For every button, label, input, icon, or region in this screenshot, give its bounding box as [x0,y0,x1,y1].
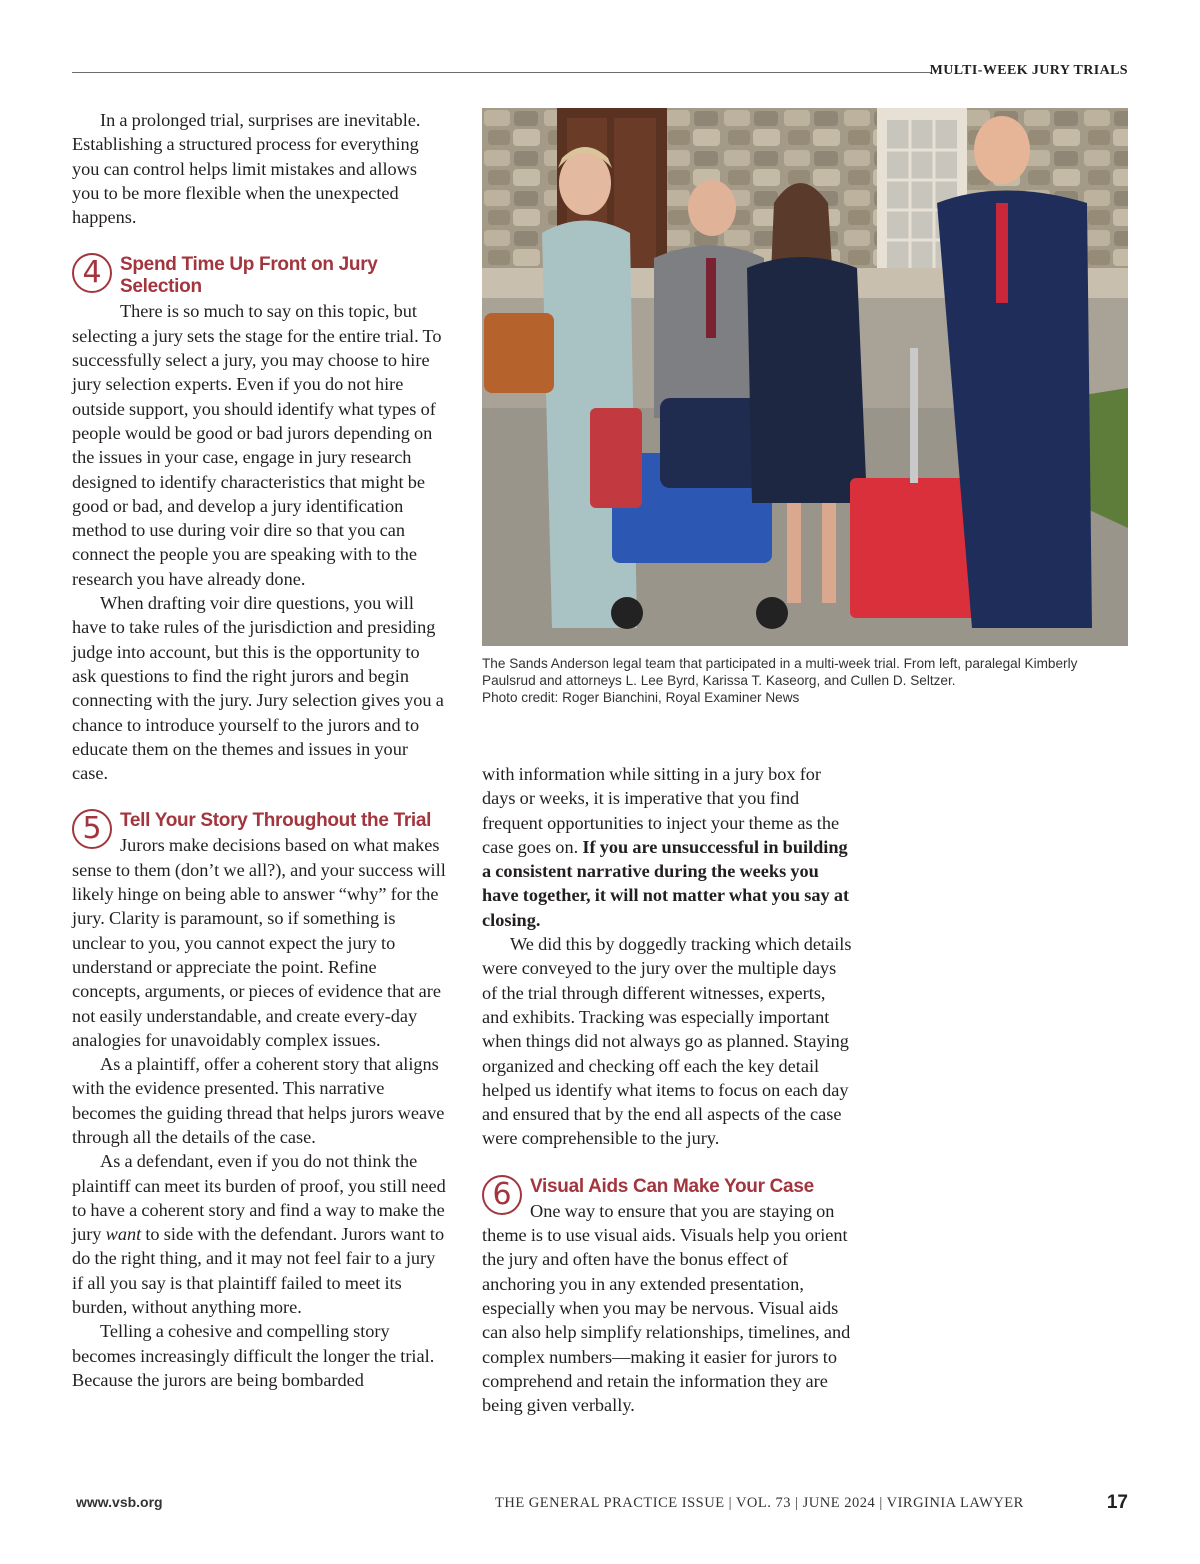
section-number-5: 5 [72,809,112,849]
section-4-paragraph-2: When drafting voir dire questions, you will have to take rules of the jurisdiction and presiding judge into account, but this is the opportunity to ask questions to find the right jurors and begin connecting with the jury. Jury selection gives you a chance to introduce yourself to the jurors and to educate them on the themes and issues in your case. [72,593,444,784]
section-5-paragraph-4: Telling a cohesive and compelling story becomes increasingly difficult the longer the trial. Because the jurors are being bombarded [72,1321,435,1390]
section-5 [72,809,446,1392]
header-rule [72,72,932,73]
section-6 [482,1175,852,1418]
section-5-paragraph-1: Jurors make decisions based on what makes sense to them (don’t we all?), and your success will likely hinge on being able to answer “why” for the jury. Clarity is paramount, so if something is unclear to you, you cannot expect the jury to understand or appreciate the point. Refine concepts, arguments, or pieces of evidence that are not easily understandable, and create every-day analogies for unavoidably complex issues. [72,835,446,1050]
caption-credit: Photo credit: Roger Bianchini, Royal Examiner News [482,690,800,705]
footer-publication: THE GENERAL PRACTICE ISSUE | VOL. 73 | JUNE 2024 | VIRGINIA LAWYER [495,1495,1024,1511]
right-column [482,762,852,1417]
section-5-title: Tell Your Story Throughout the Trial [120,810,432,832]
p3-emphasis: want [105,1224,142,1245]
intro-paragraph: In a prolonged trial, surprises are inevitable. Establishing a structured process for everything you can control helps limit mistakes and allows you to be more flexible when the unexpected happens. [72,110,421,228]
section-5-paragraph-5: We did this by doggedly tracking which details were conveyed to the jury over the multiple days of the trial through different witnesses, experts, and exhibits. Tracking was especially important when things did not always go as planned. Staying organized and checking off each the key detail helped us identify what items to focus on each day and ensured that by the end all aspects of the case were comprehensible to the jury. [482,934,852,1149]
running-head: MULTI-WEEK JURY TRIALS [929,63,1128,78]
section-number-4: 4 [72,253,112,293]
caption-text: The Sands Anderson legal team that participated in a multi-week trial. From left, paralegal Kimberly Paulsrud and attorneys L. Lee Byrd, Karissa T. Kaseorg, and Cullen D. Seltzer. [482,656,1078,688]
team-photo [482,108,1128,646]
footer-website: www.vsb.org [76,1494,163,1510]
p3-text-after: to side with the defendant. Jurors want to do the right thing, and it may not feel fair to a jury if all you say is that plaintiff failed to meet its burden, without anything more. [72,1224,445,1318]
bold-emphasis: If you are unsuccessful in building a consistent narrative during the weeks you have together, it will not matter what you say at closing. [482,836,850,930]
section-4 [72,253,446,785]
section-5-paragraph-4-continued [482,762,852,932]
page-number: 17 [1106,1492,1128,1513]
section-6-paragraph-1: One way to ensure that you are staying on theme is to use visual aids. Visuals help you orient the jury and often have the bonus effect of anchoring you in any extended presentation, especially when you may be nervous. Visual aids can also help simplify relationships, timelines, and complex numbers—making it easier for jurors to comprehend and retain the information they are being given verbally. [482,1200,851,1416]
section-4-paragraph-1: There is so much to say on this topic, but selecting a jury sets the stage for the entire trial. To successfully select a jury, you may choose to hire jury selection experts. Even if you do not hire outside support, you should identify what types of people would be good or bad jurors depending on the issues in your case, engage in jury research designed to identify characteristics that might be good or bad, and develop a jury identification method to use during voir dire so that you can connect the people you are speaking with to the research you have already done. [72,301,442,589]
section-4-title: Spend Time Up Front on Jury Selection [120,254,378,298]
left-column [72,108,446,1392]
section-6-title: Visual Aids Can Make Your Case [530,1175,814,1197]
section-5-paragraph-3 [72,1149,446,1319]
section-number-6: 6 [482,1175,522,1215]
p3-text-before: As a defendant, even if you do not think the plaintiff can meet its burden of proof, you still need to have a coherent story and find a way to make the jury [72,1151,446,1245]
section-5-paragraph-2: As a plaintiff, offer a coherent story that aligns with the evidence presented. This narrative becomes the guiding thread that helps jurors weave through all the details of the case. [72,1054,445,1147]
photo-caption [482,655,1128,706]
continued-text: with information while sitting in a jury box for days or weeks, it is imperative that you find frequent opportunities to inject your theme as the case goes on. [482,764,840,857]
